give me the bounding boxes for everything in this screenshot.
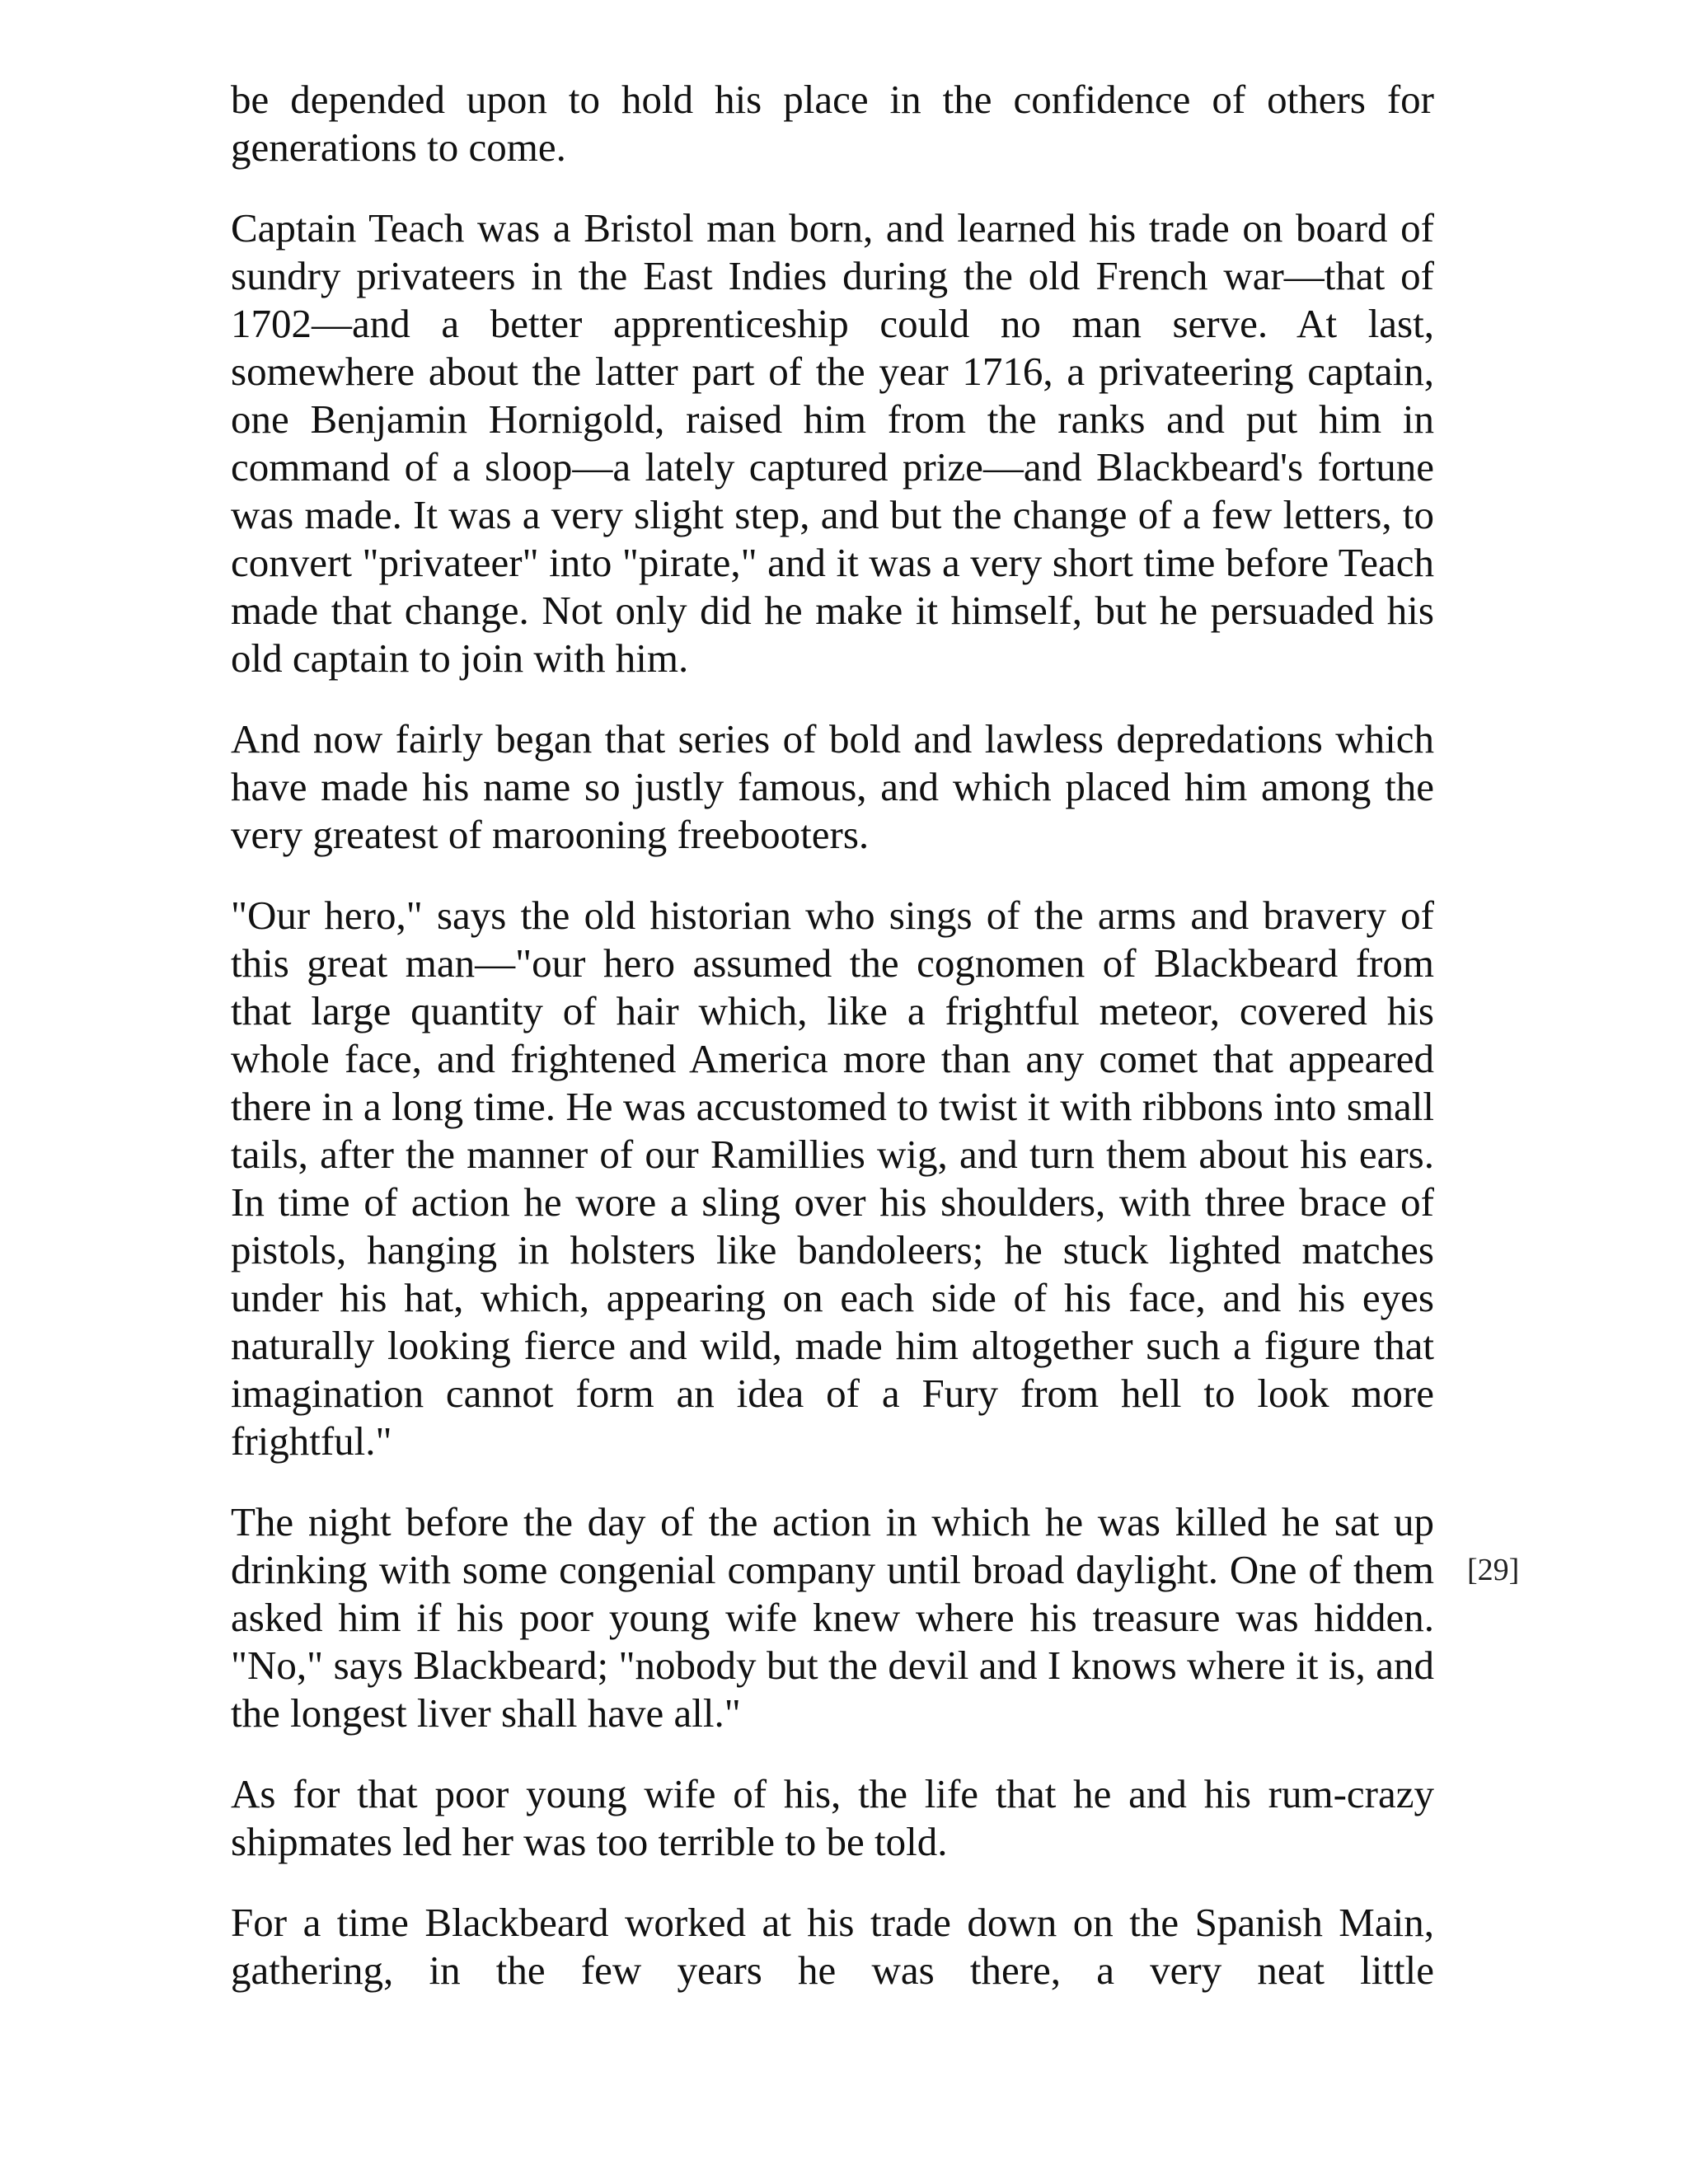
- paragraph-3: And now fairly began that series of bold and lawless depredations which have made his name so justly famous, and which placed him among the very greatest of marooning freebooters.: [231, 716, 1434, 857]
- paragraph-1: be depended upon to hold his place in the confidence of others for generations to come.: [231, 77, 1434, 170]
- paragraph-4: "Our hero," says the old historian who sings of the arms and bravery of this great man—"our hero assumed the cognomen of Blackbeard from that large quantity of hair which, like a frightful meteor, covered his whole face, and frightened America more than any comet that appeared there in a long time. He was accustomed to twist it with ribbons into small tails, after the manner of our Ramillies wig, and turn them about his ears. In time of action he wore a sling over his shoulders, with three brace of pistols, hanging in holsters like bandoleers; he stuck lighted matches under his hat, which, appearing on each side of his face, and his eyes naturally looking fierce and wild, made him altogether such a figure that imagination cannot form an idea of a Fury from hell to look more frightful.": [231, 893, 1434, 1464]
- paragraph-5-wrapper: [231, 1498, 1520, 1737]
- paragraph-6: As for that poor young wife of his, the life that he and his rum-crazy shipmates led her was too terrible to be told.: [231, 1771, 1434, 1864]
- paragraph-5: The night before the day of the action in which he was killed he sat up drinking with some congenial company until broad daylight. One of them asked him if his poor young wife knew where his treasure was hidden. "No," says Blackbeard; "nobody but the devil and I knows where it is, and the longest liver shall have all.": [231, 1499, 1434, 1736]
- paragraph-7: For a time Blackbeard worked at his trade down on the Spanish Main, gathering, in the few years he was there, a very neat little: [231, 1900, 1434, 1993]
- document-page: [231, 76, 1520, 2027]
- page-number: [29]: [1467, 1553, 1520, 1587]
- paragraph-2: Captain Teach was a Bristol man born, and learned his trade on board of sundry privateers in the East Indies during the old French war—that of 1702—and a better apprenticeship could no man serve. At last, somewhere about the latter part of the year 1716, a privateering captain, one Benjamin Hornigold, raised him from the ranks and put him in command of a sloop—a lately captured prize—and Blackbeard's fortune was made. It was a very slight step, and but the change of a few letters, to convert "privateer" into "pirate," and it was a very short time before Teach made that change. Not only did he make it himself, but he persuaded his old captain to join with him.: [231, 205, 1434, 681]
